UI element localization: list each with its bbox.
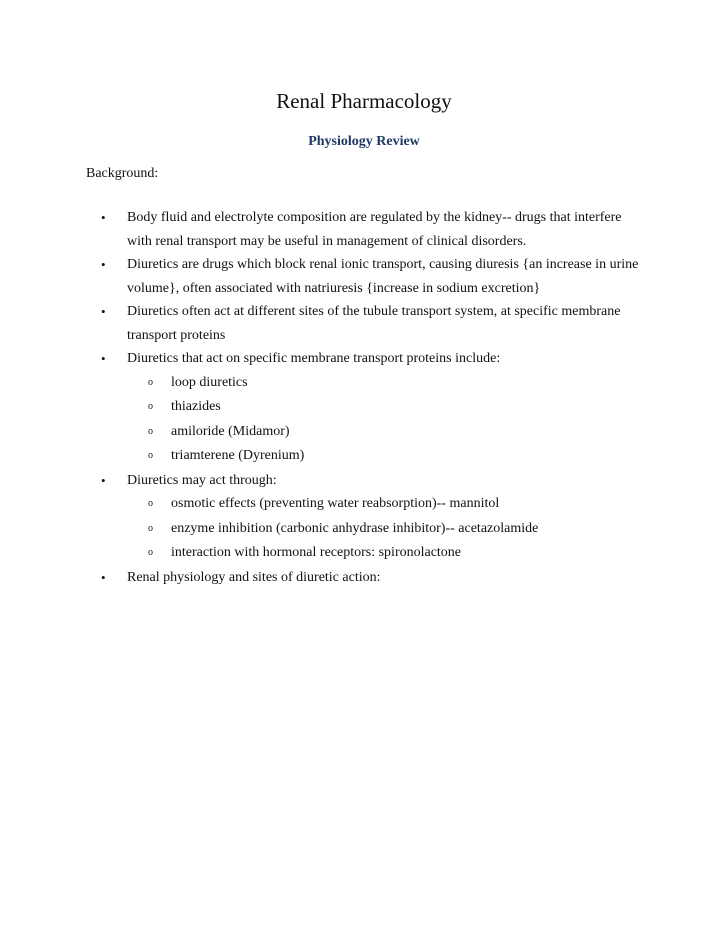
- sub-bullet-text: triamterene (Dyrenium): [171, 448, 305, 463]
- sub-bullet-text: thiazides: [171, 399, 221, 414]
- hollow-circle-icon: o: [148, 522, 153, 534]
- section-heading: Background:: [86, 166, 159, 181]
- hollow-circle-icon: o: [148, 425, 153, 437]
- sub-bullet-list: [127, 371, 646, 469]
- bullet-icon: •: [101, 569, 106, 585]
- sub-bullet-text: loop diuretics: [171, 374, 248, 390]
- sub-bullet-text: interaction with hormonal receptors: spironolactone: [171, 545, 462, 560]
- bullet-item: [0, 469, 728, 566]
- bullet-list: [0, 206, 728, 589]
- bullet-item: [0, 347, 728, 469]
- bullet-item: [0, 566, 728, 590]
- sub-bullet-item: [127, 492, 646, 517]
- bullet-text: Body fluid and electrolyte composition are regulated by the kidney-- drugs that interfere with renal transport may be useful in management of clinical disorders.: [127, 210, 622, 249]
- sub-bullet-item: [127, 371, 646, 396]
- bullet-text: Renal physiology and sites of diuretic action:: [127, 569, 381, 585]
- hollow-circle-icon: o: [148, 498, 153, 509]
- sub-bullet-text: osmotic effects (preventing water reabsorption)-- mannitol: [171, 496, 500, 511]
- bullet-item: [0, 300, 728, 347]
- bullet-icon: •: [101, 472, 106, 488]
- bullet-text: Diuretics that act on specific membrane transport proteins include:: [127, 351, 501, 366]
- sub-bullet-item: [127, 395, 646, 420]
- hollow-circle-icon: o: [148, 401, 153, 412]
- bullet-icon: •: [101, 351, 106, 366]
- bullet-item: [0, 253, 728, 300]
- bullet-icon: •: [101, 257, 106, 272]
- hollow-circle-icon: o: [148, 547, 153, 558]
- bullet-text: Diuretics are drugs which block renal ionic transport, causing diuresis {an increase in urine volume}, often associated with natriuresis {increase in sodium excretion}: [127, 257, 639, 296]
- hollow-circle-icon: o: [148, 450, 153, 461]
- sub-bullet-item: [127, 541, 646, 566]
- bullet-icon: •: [101, 304, 106, 319]
- bullet-text: Diuretics often act at different sites of the tubule transport system, at specific membrane transport proteins: [127, 304, 621, 343]
- document-title: Renal Pharmacology: [276, 89, 452, 113]
- sub-bullet-item: [127, 517, 646, 542]
- sub-bullet-list: [127, 492, 646, 566]
- sub-bullet-item: [127, 444, 646, 469]
- bullet-item: [0, 206, 728, 253]
- hollow-circle-icon: o: [148, 376, 153, 388]
- sub-bullet-text: amiloride (Midamor): [171, 423, 290, 439]
- sub-bullet-item: [127, 420, 646, 445]
- bullet-icon: •: [101, 210, 106, 225]
- document-subtitle: Physiology Review: [308, 134, 420, 149]
- bullet-text: Diuretics may act through:: [127, 472, 277, 488]
- sub-bullet-text: enzyme inhibition (carbonic anhydrase inhibitor)-- acetazolamide: [171, 520, 539, 536]
